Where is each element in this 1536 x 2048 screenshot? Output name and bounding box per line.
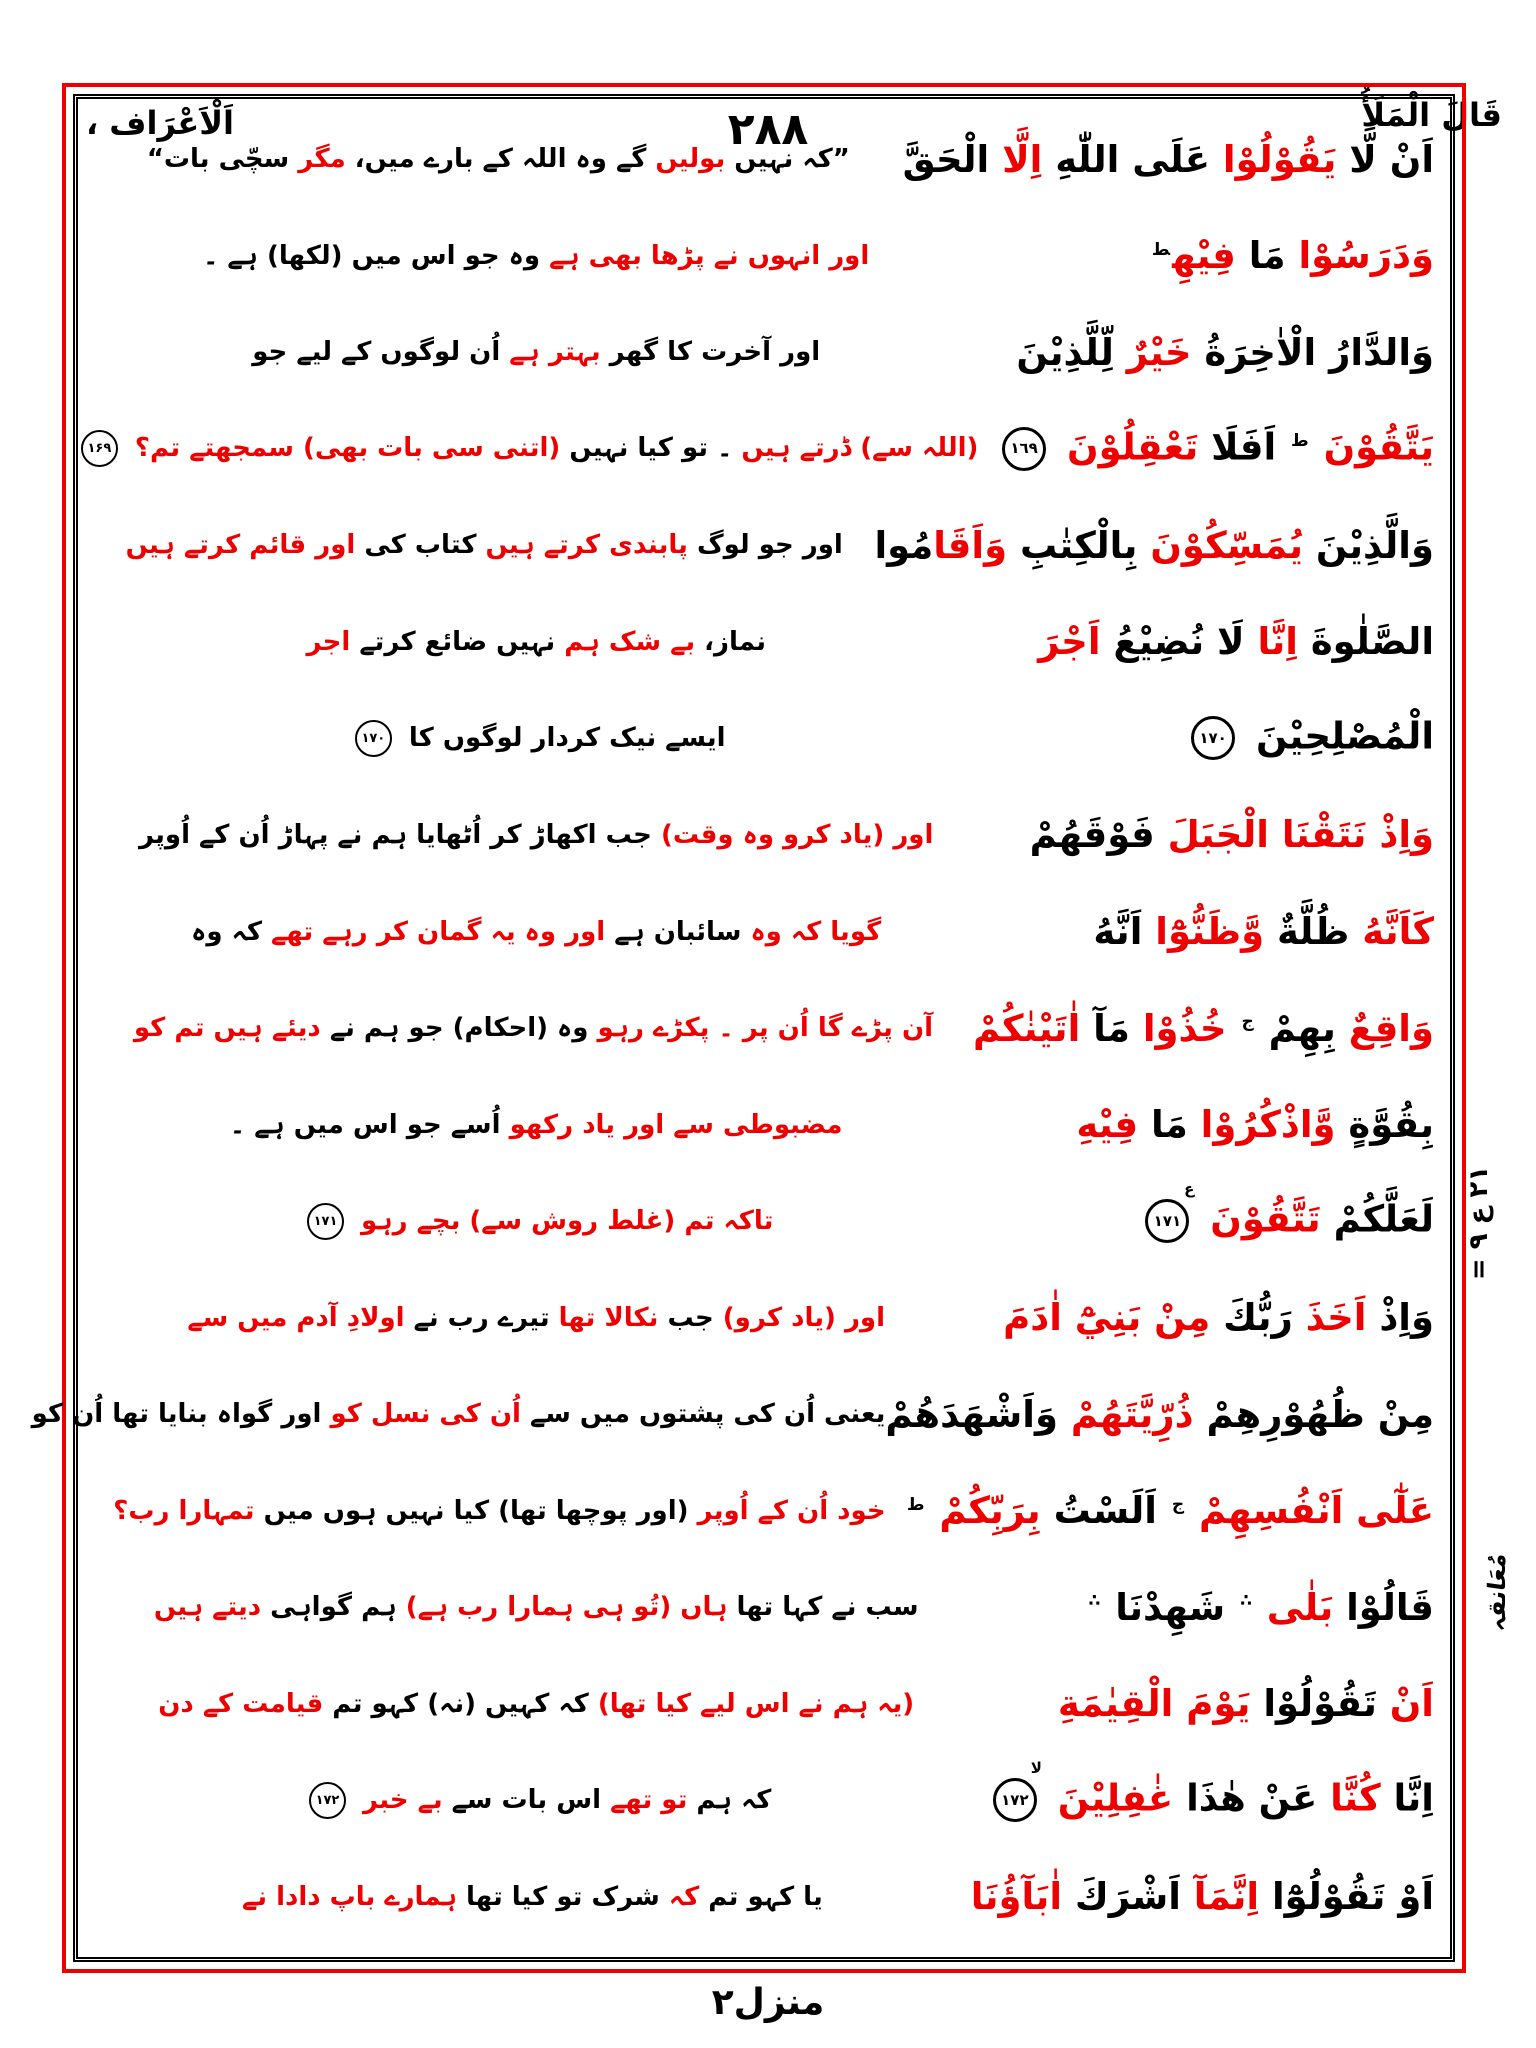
urdu-translation-line — [94, 1302, 978, 1333]
text-segment: وہ (احکام) جو ہم نے — [320, 1013, 589, 1044]
text-segment: (اور پوچھا تھا) کیا نہیں ہوں میں — [254, 1495, 689, 1526]
text-segment: اُن کی نسل کو — [321, 1399, 521, 1430]
text-segment: مِنْ ظُهُوْرِهِمْ — [1193, 1392, 1434, 1436]
text-segment: وَاَشْهَدَهُمْ — [885, 1392, 1058, 1436]
urdu-translation-line — [94, 1592, 978, 1623]
text-segment: مَا — [1235, 234, 1286, 278]
text-segment: فِيْهِ — [1076, 1103, 1139, 1147]
text-segment: گے وہ اللہ کے بارے میں، — [345, 144, 647, 175]
urdu-translation-line — [94, 337, 978, 368]
text-segment: ظُلَّةٌ — [1264, 910, 1350, 954]
text-segment: فَوْقَهُمْ — [1029, 813, 1155, 857]
text-segment: ”کہ نہیں — [725, 144, 850, 175]
text-segment: لَعَلَّكُمْ — [1320, 1197, 1434, 1241]
text-segment: تَعْقِلُوْنَ — [1054, 425, 1199, 469]
verse-number: ۱۶۹ — [87, 441, 112, 457]
text-segment: بِقُوَّةٍ — [1335, 1103, 1434, 1147]
pause-mark: ∴ — [1088, 1591, 1101, 1612]
text-segment: وَاِذْ نَتَقْنَا الْجَبَلَ — [1154, 813, 1434, 857]
text-segment: شَهِدْنَا — [1102, 1585, 1239, 1629]
text-segment: وَالَّذِيْنَ — [1302, 523, 1434, 567]
text-segment: مُوا — [874, 523, 934, 567]
verse-line-pair — [94, 304, 1434, 401]
text-segment: کتاب کی — [355, 530, 477, 561]
muanaqa-note — [1470, 1528, 1536, 1688]
text-segment: تَقُوْلُوْا — [1250, 1682, 1377, 1726]
arabic-line — [978, 620, 1434, 664]
text-segment: قَالُوْا — [1333, 1585, 1434, 1629]
verse-end-mark: ع — [1184, 1180, 1195, 1199]
text-segment: اَنْ — [1376, 1682, 1434, 1726]
text-segment: وَاقِعٌ — [1335, 1006, 1434, 1050]
ruku-marker — [1463, 1165, 1536, 1308]
text-segment: کہ — [659, 1881, 700, 1912]
text-segment: مگر — [289, 144, 346, 175]
text-segment: نہیں ضائع کرتے — [350, 626, 556, 657]
verse-number: ۱۷۰ — [361, 730, 386, 746]
text-segment: تاکہ تم (غلط روش سے) بچے رہو — [351, 1205, 774, 1236]
urdu-translation-line — [94, 720, 978, 757]
text-segment: رَبُّكَ — [1210, 1296, 1293, 1340]
text-segment: وہ جو اس میں (لکھا) ہے ۔ — [203, 240, 541, 271]
page-border-black — [31, 94, 1455, 1962]
text-segment: مِنْ بَنِيْٓ اٰدَمَ — [1003, 1296, 1211, 1340]
text-segment: عَنْ هٰذَا — [1173, 1776, 1318, 1820]
text-segment: ہم گواہی — [261, 1592, 397, 1623]
text-segment: وَاَقَا — [933, 523, 1008, 567]
verse-end-mark: لا — [1030, 1759, 1042, 1778]
text-segment: ذُرِّيَّتَهُمْ — [1057, 1392, 1194, 1436]
page-number: ٢٨٨ — [727, 104, 809, 155]
verse-line-pair — [94, 1559, 1434, 1656]
text-segment: اَخَذَ — [1292, 1296, 1367, 1340]
verse-number: ١٦٩ — [1010, 439, 1038, 458]
text-segment: ہمارے باپ دادا نے — [242, 1881, 457, 1912]
text-segment: بَلٰى — [1253, 1585, 1334, 1629]
urdu-translation-line — [94, 1495, 905, 1526]
text-segment: بولیں — [646, 144, 726, 175]
text-segment: كَاَنَّهُ — [1349, 910, 1434, 954]
arabic-line — [978, 1180, 1434, 1243]
arabic-line — [978, 910, 1434, 954]
text-segment: خود اُن کے اُوپر — [688, 1495, 886, 1526]
text-segment: گویا کہ وہ — [741, 916, 882, 947]
text-segment: نکالا تھا — [549, 1302, 659, 1333]
text-segment: اَشْرَكَ — [1062, 1875, 1181, 1919]
verse-number-circle — [81, 430, 118, 467]
urdu-translation-line — [31, 1399, 886, 1430]
pause-mark: ∴ — [1240, 1591, 1252, 1612]
text-segment: بِالْكِتٰبِ — [1007, 523, 1138, 567]
text-area — [31, 111, 1434, 1945]
arabic-line — [905, 1489, 1434, 1533]
text-segment: یا کہو تم — [699, 1881, 823, 1912]
verse-number-circle — [1191, 716, 1235, 760]
text-segment: آن پڑے گا اُن پر ۔ پکڑے رہو — [588, 1013, 934, 1044]
text-segment: قیامت کے دن — [158, 1688, 324, 1719]
arabic-line — [978, 427, 1434, 471]
text-segment: بِرَبِّكُمْ — [926, 1489, 1041, 1533]
text-segment: اولادِ آدم میں سے — [187, 1302, 405, 1333]
text-segment: ہاں (تُو ہی ہمارا رب ہے) — [396, 1592, 728, 1623]
verse-line-pair — [94, 787, 1434, 884]
urdu-translation-line — [73, 430, 979, 467]
text-segment: كُنَّا — [1317, 1776, 1381, 1820]
arabic-line — [902, 137, 1434, 181]
verse-line-pair — [94, 1076, 1434, 1173]
arabic-line — [978, 813, 1434, 857]
urdu-translation-line — [94, 916, 978, 947]
verse-line-pair — [94, 883, 1434, 980]
verse-line-pair — [94, 1173, 1434, 1270]
text-segment: مَا — [1138, 1103, 1188, 1147]
text-segment: (اللہ سے) ڈرتے ہیں — [732, 433, 979, 464]
pause-mark: ط — [906, 1494, 925, 1515]
text-segment: يَتَّقُوْنَ — [1310, 425, 1434, 469]
verse-line-pair — [31, 1366, 1434, 1463]
text-segment: خُذُوْا — [1129, 1006, 1240, 1050]
verse-number: ١٧٠ — [1199, 728, 1227, 747]
text-segment: اجر — [306, 626, 351, 657]
pause-mark: ج — [1171, 1494, 1185, 1515]
page-border-red — [31, 83, 1466, 1973]
text-segment: اُن لوگوں کے لیے جو — [252, 337, 501, 368]
urdu-translation-line — [94, 819, 978, 850]
text-segment: (یہ ہم نے اس لیے کیا تھا) — [588, 1688, 915, 1719]
text-segment: سب نے کہا تھا — [727, 1592, 919, 1623]
text-segment: فِيْهِ — [1172, 234, 1236, 278]
text-segment: لَا نُضِيْعُ — [1100, 620, 1245, 664]
text-segment: يَقُوْلُوْا — [1210, 137, 1337, 181]
text-segment: بہتر ہے — [500, 337, 601, 368]
text-segment: اس بات سے — [442, 1784, 602, 1815]
text-segment: بِهِمْ — [1255, 1006, 1336, 1050]
text-segment: وَّظَنُّوْٓا — [1142, 910, 1265, 954]
urdu-translation-line — [94, 1688, 978, 1719]
pause-mark: ط — [1291, 431, 1309, 452]
arabic-line — [972, 1006, 1434, 1050]
text-segment: دیئے ہیں تم کو — [133, 1013, 321, 1044]
verse-line-pair — [94, 690, 1434, 787]
verse-line-pair — [94, 1656, 1434, 1753]
text-segment: يُمَسِّكُوْنَ — [1137, 523, 1303, 567]
ruku-marker-text: ٢١ ع ٩ = — [1463, 1165, 1494, 1281]
verse-number-circle — [993, 1759, 1042, 1822]
urdu-translation-line — [94, 1109, 978, 1140]
verse-number-circle — [309, 1782, 346, 1819]
arabic-line — [978, 1296, 1434, 1340]
text-segment: بے شک ہم — [555, 626, 696, 657]
text-segment: وَالدَّارُ الْاٰخِرَةُ — [1191, 330, 1434, 374]
arabic-line — [978, 1759, 1434, 1822]
arabic-line — [874, 523, 1434, 567]
text-segment: عَلَى اللّٰهِ — [1042, 137, 1211, 181]
pause-mark: ط — [1151, 239, 1171, 260]
text-segment: سچّی بات“ — [146, 144, 290, 175]
text-segment: بے خبر — [353, 1784, 443, 1815]
text-segment: جب — [658, 1302, 714, 1333]
text-segment: عَلٰٓى اَنْفُسِهِمْ — [1186, 1489, 1434, 1533]
verse-number-circle — [1002, 427, 1046, 471]
text-segment: اور آخرت کا گھر — [600, 337, 821, 368]
urdu-translation-line — [94, 530, 874, 561]
text-segment: اور گواہ بنایا تھا اُن کو — [31, 1399, 322, 1430]
text-segment: اور وہ یہ گمان کر رہے تھے — [261, 916, 606, 947]
text-segment: کہ وہ — [191, 916, 262, 947]
text-segment: يَوْمَ الْقِيٰمَةِ — [1057, 1682, 1251, 1726]
text-segment: کہ ہم — [687, 1784, 772, 1815]
arabic-line — [978, 330, 1434, 374]
text-segment: تو تھے — [601, 1784, 688, 1815]
verse-line-pair — [94, 1462, 1434, 1559]
text-segment: غٰفِلِيْنَ — [1044, 1776, 1174, 1820]
text-segment: تیرے رب نے — [404, 1302, 550, 1333]
urdu-translation-line — [94, 1203, 978, 1240]
text-segment: اُسے جو اس میں ہے ۔ — [229, 1109, 501, 1140]
verse-number: ۱۷۲ — [315, 1792, 340, 1808]
verse-line-pair — [94, 208, 1434, 305]
manzil-label: منزل٢ — [711, 1982, 825, 2023]
pause-mark: ج — [1241, 1012, 1254, 1033]
verse-line-pair — [94, 497, 1434, 594]
text-segment: اور انہوں نے پڑھا بھی ہے — [540, 240, 870, 271]
surah-name: اَلْاَعْرَاف ، — [86, 104, 234, 142]
text-segment: اِلَّا — [989, 137, 1043, 181]
juz-name: قَالَ الْمَلَأُ — [1361, 96, 1502, 134]
text-segment: پابندی کرتے ہیں — [476, 530, 688, 561]
verse-number-circle — [355, 720, 392, 757]
verse-line-pair — [87, 401, 1434, 498]
text-segment: خَيْرٌ — [1113, 330, 1192, 374]
text-segment: اَجْرَ — [1038, 620, 1101, 664]
text-segment: اور قائم کرتے ہیں — [125, 530, 356, 561]
text-segment: اَلَسْتُ — [1040, 1489, 1170, 1533]
arabic-line — [978, 1585, 1434, 1629]
text-segment: ۔ تو کیا نہیں — [560, 433, 733, 464]
text-segment: سائبان ہے — [605, 916, 742, 947]
verse-line-pair — [94, 1752, 1434, 1849]
text-segment: وَدَرَسُوْا — [1285, 234, 1434, 278]
text-segment: اَنْ لَّا — [1336, 137, 1434, 181]
text-segment: ایسے نیک کردار لوگوں کا — [399, 722, 726, 753]
text-segment: اَوْ تَقُوْلُوْٓا — [1259, 1875, 1434, 1919]
text-segment: تَتَّقُوْنَ — [1197, 1197, 1321, 1241]
text-segment: الْحَقَّ — [902, 137, 990, 181]
text-segment: اِنَّمَآ — [1180, 1875, 1260, 1919]
text-segment: اور جو لوگ — [687, 530, 843, 561]
verse-number: ١٧١ — [1153, 1211, 1182, 1230]
urdu-translation-line — [94, 1013, 973, 1044]
text-segment: جب اکھاڑ کر اُٹھایا ہم نے پہاڑ اُن کے اُوپر — [139, 819, 652, 850]
text-segment: اَفَلَا — [1198, 425, 1290, 469]
text-segment: وَاِذْ — [1366, 1296, 1434, 1340]
text-segment: الْمُصْلِحِيْنَ — [1243, 714, 1434, 758]
arabic-line — [978, 716, 1434, 760]
verse-number: ١٧٢ — [1001, 1790, 1029, 1809]
verse-line-pair — [94, 1269, 1434, 1366]
arabic-line — [978, 1103, 1434, 1147]
text-segment: اٰبَآؤُنَا — [970, 1875, 1063, 1919]
verse-number-circle — [1145, 1180, 1195, 1243]
urdu-translation-line — [94, 626, 978, 657]
text-segment: تمہارا رب؟ — [113, 1495, 255, 1526]
verse-number-circle — [307, 1203, 344, 1240]
text-segment: اِنَّا — [1244, 620, 1298, 664]
text-segment: نماز، — [695, 626, 766, 657]
text-segment: اِنَّا — [1380, 1776, 1434, 1820]
text-segment: کہ کہیں (نہ) کہو تم — [323, 1688, 589, 1719]
urdu-translation-line — [94, 1881, 971, 1912]
text-segment: الصَّلٰوةَ — [1297, 620, 1434, 664]
verse-line-pair — [94, 111, 1434, 208]
text-segment: اور (یاد کرو) — [713, 1302, 886, 1333]
verse-line-pair — [94, 594, 1434, 691]
verse-line-pair — [94, 1849, 1434, 1946]
verse-line-pair — [94, 980, 1434, 1077]
urdu-translation-line — [94, 1782, 978, 1819]
arabic-line — [885, 1392, 1434, 1436]
text-segment: (اتنی سی بات بھی) سمجھتے تم؟ — [125, 433, 561, 464]
text-segment: دیتے ہیں — [153, 1592, 262, 1623]
text-segment: لِّلَّذِيْنَ — [1016, 330, 1114, 374]
text-segment: اٰتَيْنٰكُمْ — [972, 1006, 1081, 1050]
arabic-line — [978, 234, 1434, 278]
muanaqa-text: مُعَانقہ — [1483, 1551, 1512, 1633]
arabic-line — [978, 1682, 1434, 1726]
verse-number: ۱۷۱ — [313, 1213, 338, 1229]
text-segment: اَنَّهُ — [1093, 910, 1143, 954]
urdu-translation-line — [94, 144, 903, 175]
arabic-line — [970, 1875, 1434, 1919]
text-segment: وَّاذْكُرُوْا — [1187, 1103, 1336, 1147]
urdu-translation-line — [94, 240, 978, 271]
text-segment: اور (یاد کرو وہ وقت) — [651, 819, 934, 850]
text-segment: مضبوطی سے اور یاد رکھو — [500, 1109, 843, 1140]
text-segment: یعنی اُن کی پشتوں میں سے — [520, 1399, 886, 1430]
text-segment: شرک تو کیا تھا — [456, 1881, 660, 1912]
text-segment: مَآ — [1080, 1006, 1130, 1050]
